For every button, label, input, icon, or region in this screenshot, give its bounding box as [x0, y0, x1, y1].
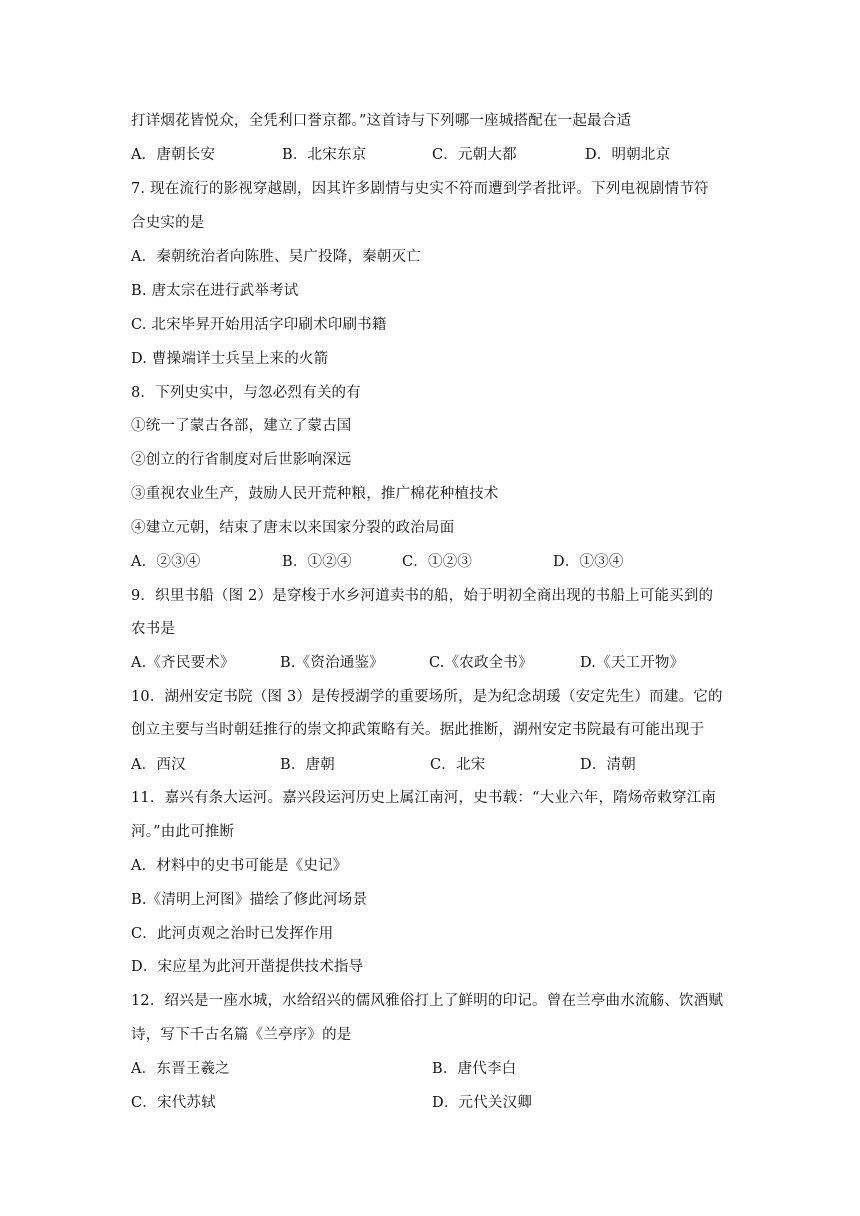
q7-option-d: D. 曹操端详士兵呈上来的火箭 [131, 351, 329, 367]
q10-option-b: B．唐朝 [280, 757, 335, 773]
q12-option-a: A．东晋王羲之 [131, 1061, 230, 1077]
q8-option-c: C．①②③ [402, 554, 473, 570]
q11-stem-line2: 河。”由此可推断 [131, 824, 235, 840]
q6-stem-tail: 打详烟花皆悦众，全凭利口誉京都。”这首诗与下列哪一座城搭配在一起最合适 [131, 113, 632, 129]
q9-option-c: C.《农政全书》 [429, 655, 533, 671]
q6-option-b: B．北宋东京 [282, 147, 367, 163]
q12-stem-line2: 诗，写下千古名篇《兰亭序》的是 [131, 1027, 352, 1043]
q9-option-b: B.《资治通鉴》 [280, 655, 384, 671]
q10-option-c: C．北宋 [430, 757, 486, 773]
q8-option-d: D．①③④ [553, 554, 624, 570]
q12-option-b: B．唐代李白 [432, 1061, 517, 1077]
q10-option-a: A．西汉 [131, 757, 186, 773]
q8-item-4: ④建立元朝，结束了唐末以来国家分裂的政治局面 [131, 520, 455, 536]
q9-option-d: D.《天工开物》 [580, 655, 685, 671]
q6-option-a: A．唐朝长安 [131, 147, 216, 163]
q8-stem: 8．下列史实中，与忽必烈有关的有 [131, 385, 361, 401]
q11-stem-line1: 11．嘉兴有条大运河。嘉兴段运河历史上属江南河，史书载：“大业六年，隋炀帝敕穿江南 [131, 790, 717, 806]
q6-option-c: C．元朝大都 [432, 147, 517, 163]
q7-option-b: B. 唐太宗在进行武举考试 [131, 283, 299, 299]
q6-option-d: D．明朝北京 [585, 147, 671, 163]
q11-option-d: D．宋应星为此河开凿提供技术指导 [131, 959, 364, 975]
q8-item-3: ③重视农业生产，鼓励人民开荒种粮，推广棉花种植技术 [131, 486, 499, 502]
q11-option-a: A．材料中的史书可能是《史记》 [131, 858, 348, 874]
q12-option-c: C．宋代苏轼 [131, 1095, 216, 1111]
q7-stem-line1: 7. 现在流行的影视穿越剧，因其许多剧情与史实不符而遭到学者批评。下列电视剧情节符 [131, 181, 709, 197]
q7-stem-line2: 合史实的是 [131, 215, 205, 231]
q8-option-a: A．②③④ [131, 554, 201, 570]
q7-option-a: A．秦朝统治者向陈胜、吴广投降，秦朝灭亡 [131, 249, 421, 265]
q8-option-b: B．①②④ [282, 554, 352, 570]
q7-option-c: C. 北宋毕昇开始用活字印刷术印刷书籍 [131, 317, 387, 333]
q11-option-c: C．此河贞观之治时已发挥作用 [131, 926, 334, 942]
q10-stem-line2: 创立主要与当时朝廷推行的崇文抑武策略有关。据此推断，湖州安定书院最有可能出现于 [131, 722, 705, 738]
q10-option-d: D．清朝 [580, 757, 636, 773]
q12-option-d: D．元代关汉卿 [432, 1095, 533, 1111]
q10-stem-line1: 10．湖州安定书院（图 3）是传授湖学的重要场所，是为纪念胡瑗（安定先生）而建。它的 [131, 689, 723, 705]
q12-stem-line1: 12．绍兴是一座水城，水给绍兴的儒风雅俗打上了鲜明的印记。曾在兰亭曲水流觞、饮酒赋 [131, 993, 724, 1009]
q11-option-b: B.《清明上河图》描绘了修此河场景 [131, 892, 368, 908]
q9-stem-line2: 农书是 [131, 621, 176, 637]
q9-stem-line1: 9．织里书船（图 2）是穿梭于水乡河道卖书的船，始于明初全商出现的书船上可能买到的 [131, 588, 714, 604]
q9-option-a: A.《齐民要术》 [131, 655, 235, 671]
q8-item-2: ②创立的行省制度对后世影响深远 [131, 452, 352, 468]
q8-item-1: ①统一了蒙古各部，建立了蒙古国 [131, 418, 352, 434]
